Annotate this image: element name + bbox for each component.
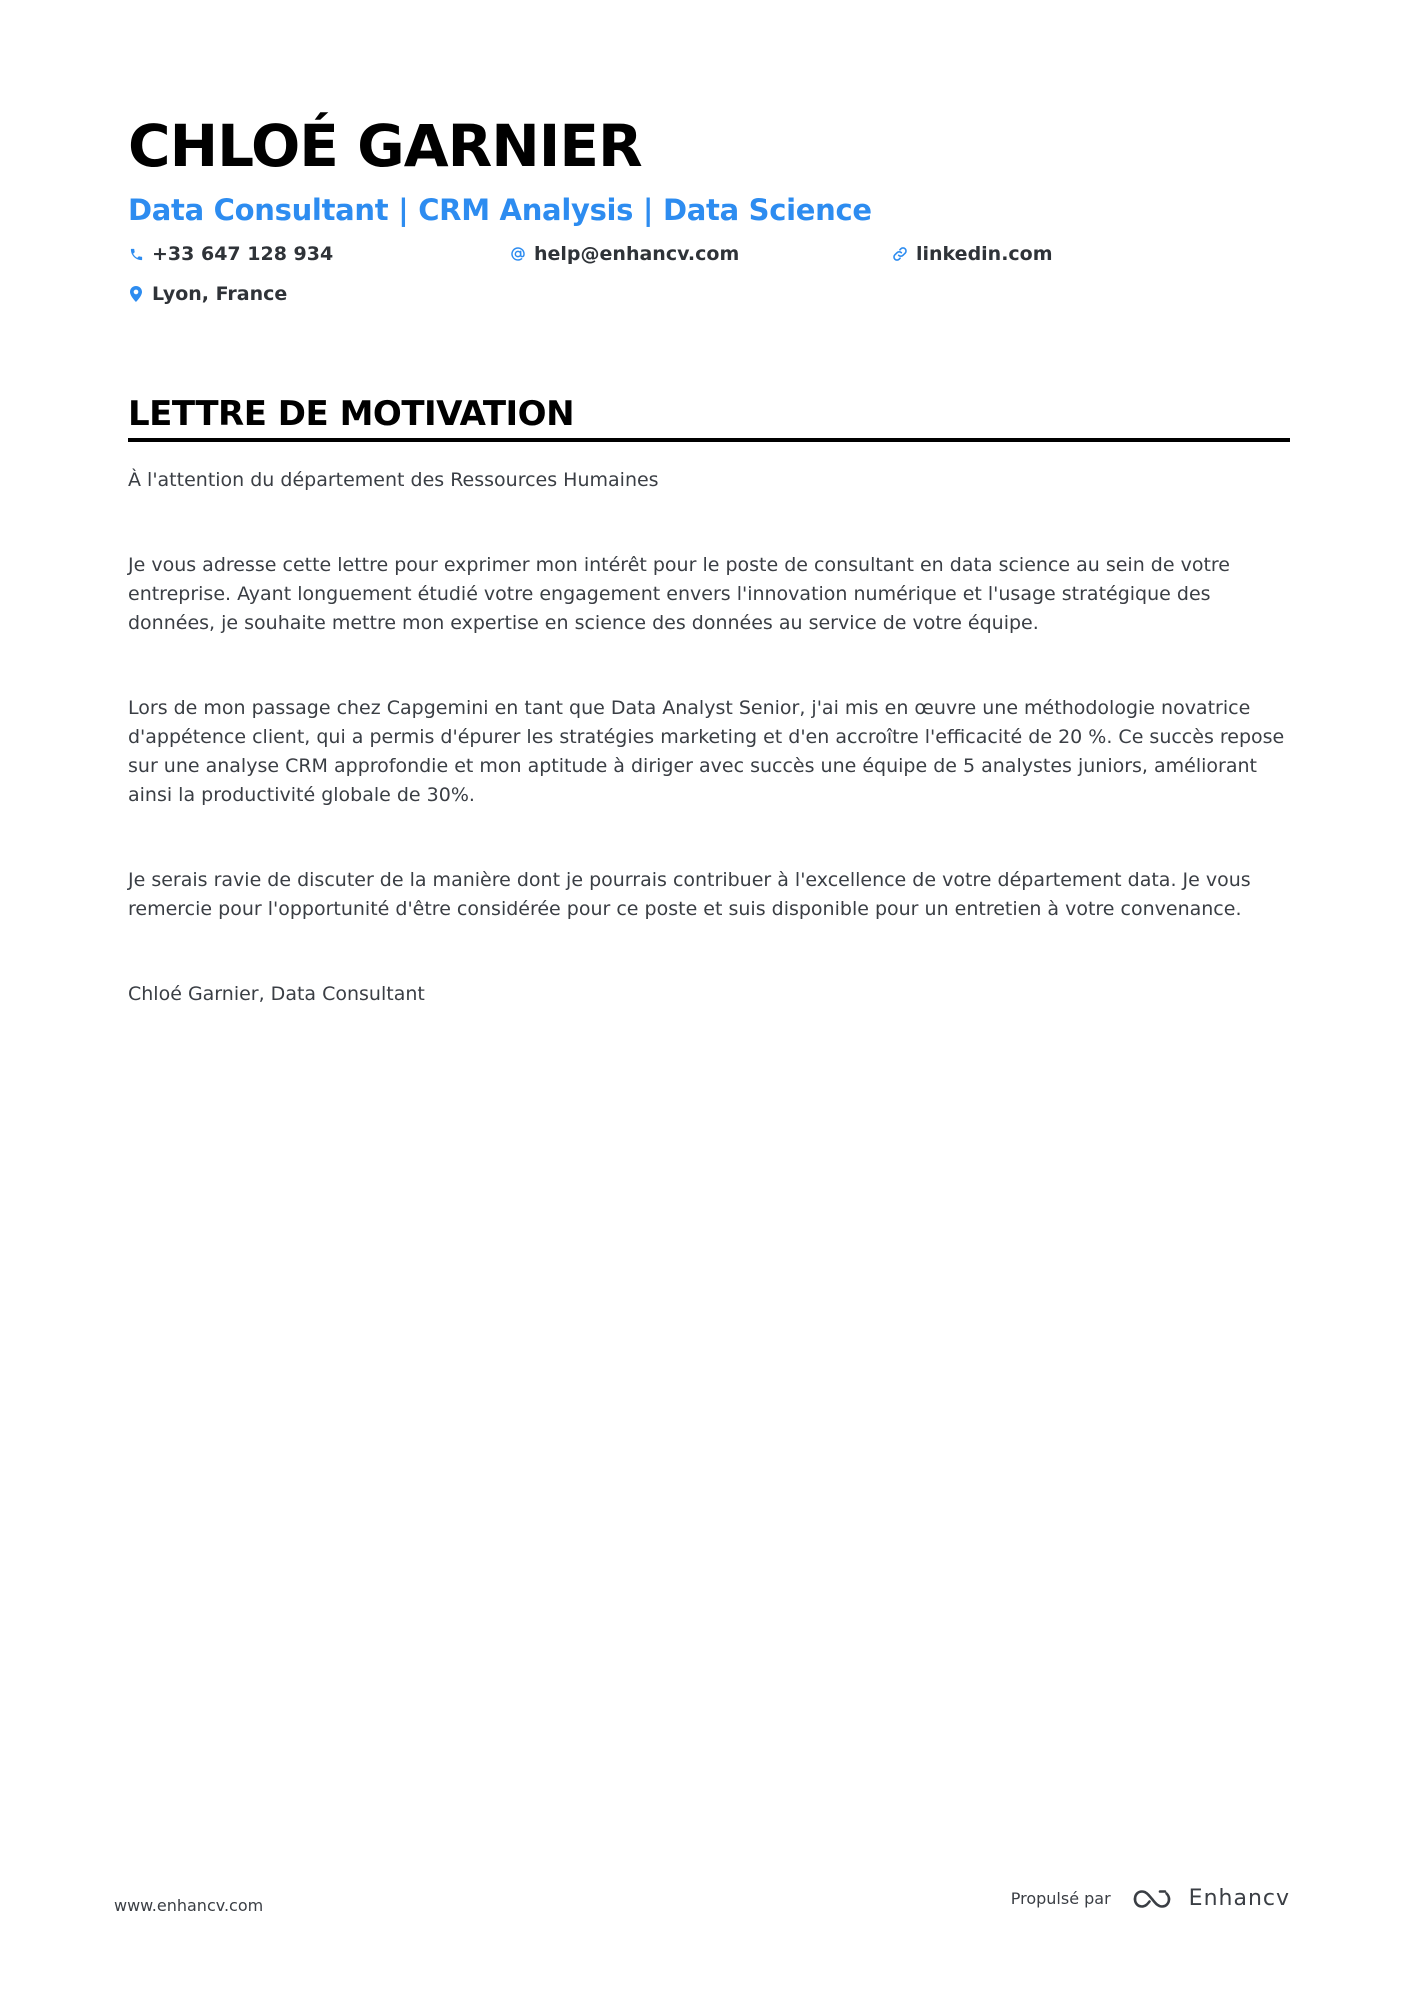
linkedin-text[interactable]: linkedin.com: [916, 243, 1053, 265]
letter-salutation: À l'attention du département des Ressources Humaines: [128, 469, 659, 491]
letter-paragraph: Je serais ravie de discuter de la manière dont je pourrais contribuer à l'excellence de votre département data. Je vous remercie pour l'opportunité d'être considérée pour ce poste et suis disponible pour un entretien à votre convenance.: [128, 869, 1251, 920]
contact-email[interactable]: [510, 242, 739, 266]
phone-icon: [128, 246, 144, 262]
enhancv-logo-icon: [1131, 1887, 1175, 1911]
cover-letter-section: [128, 392, 1290, 1065]
phone-text: +33 647 128 934: [152, 243, 334, 265]
resume-header: [128, 108, 1288, 322]
map-pin-icon: [128, 286, 144, 302]
contact-phone: [128, 242, 333, 266]
footer-branding: [1011, 1886, 1290, 1911]
location-text: Lyon, France: [152, 283, 288, 305]
section-title: LETTRE DE MOTIVATION: [128, 392, 1290, 442]
contact-linkedin[interactable]: [892, 242, 1053, 266]
link-icon: [892, 246, 908, 262]
contact-location: [128, 282, 287, 306]
letter-body: [128, 466, 1290, 1009]
footer-website[interactable]: www.enhancv.com: [114, 1896, 264, 1915]
powered-by-label: Propulsé par: [1010, 1889, 1111, 1908]
email-text[interactable]: help@enhancv.com: [534, 243, 740, 265]
at-icon: [510, 246, 526, 262]
letter-paragraph: Lors de mon passage chez Capgemini en tant que Data Analyst Senior, j'ai mis en œuvre une méthodologie novatrice d'appétence client, qui a permis d'épurer les stratégies marketing et d'en accroître l'efficacité de 20 %. Ce succès repose sur une analyse CRM approfondie et mon aptitude à diriger avec succès une équipe de 5 analystes juniors, améliorant ainsi la productivité globale de 30%.: [128, 697, 1285, 806]
letter-signature: Chloé Garnier, Data Consultant: [128, 983, 425, 1005]
candidate-name: CHLOÉ GARNIER: [128, 112, 642, 180]
brand-name: Enhancv: [1188, 1886, 1290, 1911]
letter-paragraph: Je vous adresse cette lettre pour exprimer mon intérêt pour le poste de consultant en data science au sein de votre entreprise. Ayant longuement étudié votre engagement envers l'innovation numérique et l'usage stratégique des données, je souhaite mettre mon expertise en science des données au service de votre équipe.: [128, 554, 1230, 634]
candidate-headline: Data Consultant | CRM Analysis | Data Science: [128, 193, 872, 227]
contact-info: [128, 242, 1288, 322]
